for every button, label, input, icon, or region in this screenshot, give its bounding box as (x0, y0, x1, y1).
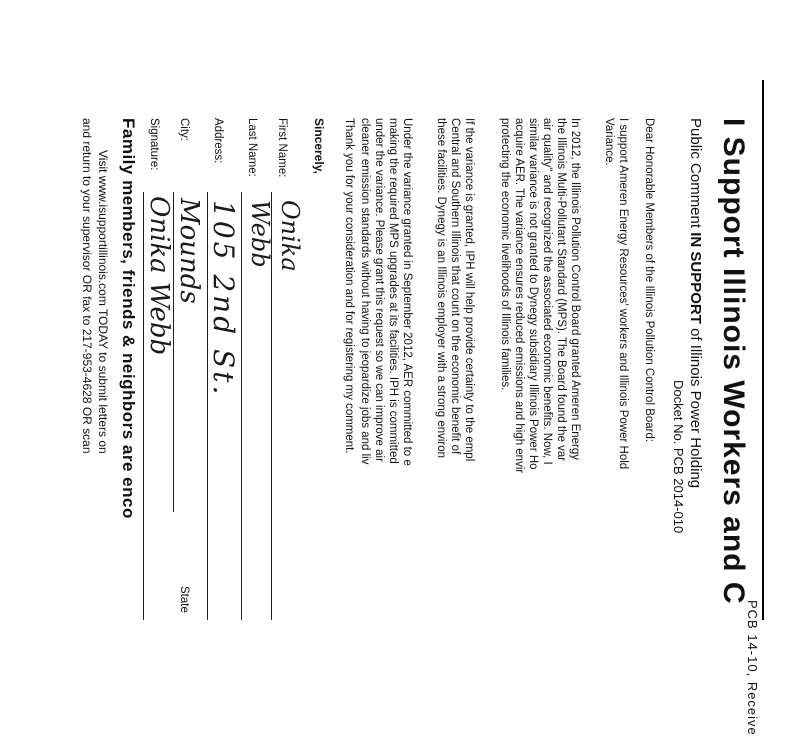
received-stamp: PCB 14-10, Receive (745, 600, 760, 736)
paragraph-5 (342, 118, 356, 454)
para4-line: cleaner emission standards without having to jeopardize jobs and liv (359, 118, 371, 465)
para2-line: the Illinois Multi-Pollutant Standard (MPS). The Board found the var (555, 118, 567, 462)
subtitle-post: of Illinois Power Holding (687, 323, 704, 489)
para4-line: under the variance. Please grant this request so we can improve air (373, 118, 385, 462)
para2-line: similar variance is not granted to Dynegy subsidiary Illinois Power Ho (527, 118, 539, 470)
para5-line: Thank you for your consideration and for registering my comment. (343, 118, 355, 454)
footer-return-line: and return to your supervisor OR fax to 217-953-4628 OR scan (80, 118, 94, 454)
page-edge-line (763, 80, 765, 620)
paragraph-4 (358, 118, 414, 466)
paragraph-3 (434, 118, 476, 461)
para1-line: I support Ameren Energy Resources' workers and Illinois Power Hold (617, 118, 629, 470)
para2-line: In 2012, the Illinois Pollution Control Board granted Ameren Energy (569, 118, 581, 461)
subtitle-bold: IN SUPPORT (687, 232, 704, 324)
last-name-underline (241, 192, 242, 620)
first-name-handwritten: Onika (276, 200, 304, 272)
signature-handwritten: Onika Webb (144, 196, 174, 356)
letter-title: I Support Illinois Workers and C (717, 118, 750, 605)
address-label: Address: (212, 118, 224, 164)
para3-line: Central and Southern Illinois that count on the economic benefit of (449, 118, 461, 455)
para4-line: making the required MPS upgrades at its facilities. IPH is committed (387, 118, 399, 464)
para1-line: Variance. (603, 118, 615, 166)
docket-number: Docket No. PCB 2014-010 (671, 380, 686, 534)
sincerely: Sincerely, (312, 118, 326, 174)
para3-line: these facilities. Dynegy is an Illinois employer with a strong environ (435, 118, 447, 459)
para4-line: Under the variance granted in September 2012, AER committed to e (401, 118, 413, 466)
last-name-handwritten: Webb (246, 200, 274, 268)
city-handwritten: Mounds (174, 198, 204, 304)
address-handwritten: 105 2nd St. (207, 200, 240, 398)
greeting: Dear Honorable Members of the Illinois Pollution Control Board: (643, 118, 655, 443)
first-name-label: First Name: (276, 118, 288, 178)
last-name-label: Last Name: (246, 118, 258, 177)
letter-subtitle (687, 118, 704, 488)
rotated-comment-letter (40, 80, 760, 736)
state-label: State (178, 586, 190, 613)
footer-visit-line: Visit www.isupportillinois.com TODAY to submit letters on (96, 150, 110, 454)
para2-line: air quality" and recognized the associated economic benefits. Now, I (541, 118, 553, 465)
para3-line: If the variance is granted, IPH will help provide certainty to the empl (463, 118, 475, 462)
para2-line: acquire AER. The variance ensures reduced emissions and high envir (513, 118, 525, 474)
paragraph-2 (498, 118, 582, 473)
footer-family-note: Family members, friends & neighbors are enco (119, 118, 138, 519)
subtitle-pre: Public Comment (687, 118, 704, 233)
paragraph-1 (602, 118, 630, 469)
city-label: City: (178, 118, 190, 141)
signature-label: Signature: (148, 118, 160, 171)
para2-line: protecting the economic livelihoods of Illinois families. (499, 118, 511, 391)
